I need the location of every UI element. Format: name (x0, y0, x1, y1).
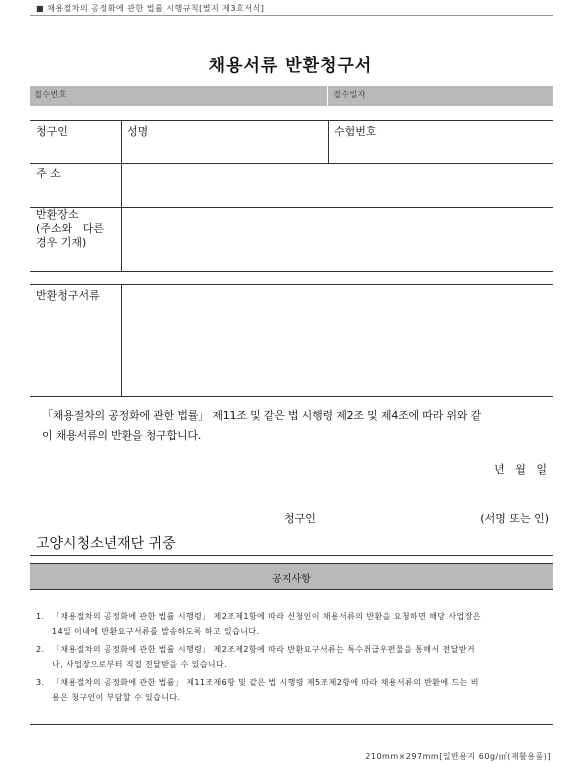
receipt-divider (327, 86, 328, 106)
name-field[interactable] (122, 136, 327, 162)
signer-label: 청구인 (284, 512, 316, 525)
docs-label: 반환청구서류 (36, 289, 100, 302)
notice-item-number: 2. (36, 645, 45, 654)
notice-item-line1: 「채용절차의 공정화에 관한 법률 시행령」 제2조제2항에 따라 반환요구서류는 특수취급우편물을 통해서 전달받거 (52, 645, 475, 654)
docs-bottom-line (30, 396, 553, 397)
notice-item-line2: 나, 사업장으로부터 직접 전달받을 수 있습니다. (52, 660, 228, 669)
name-label: 성명 (127, 125, 149, 138)
return-place-label-line3: 경우 기재) (36, 236, 87, 249)
notice-item-line2: 용은 청구인이 부담할 수 있습니다. (52, 693, 181, 702)
address-label: 주 소 (36, 167, 61, 180)
notice-item-number: 3. (36, 678, 45, 687)
notice-item (36, 609, 552, 639)
receipt-date-label: 접수일자 (333, 90, 366, 99)
notice-title: 공지사항 (272, 574, 311, 585)
notice-item-line1: 「채용절차의 공정화에 관한 법률」 제11조제6항 및 같은 법 시행령 제5조제2항에 따라 채용서류의 반환에 드는 비 (52, 678, 479, 687)
exam-number-field[interactable] (329, 136, 553, 162)
notice-item-number: 1. (36, 612, 45, 621)
receipt-bar (30, 86, 553, 106)
applicant-top-line (30, 120, 553, 121)
notice-list (36, 609, 552, 705)
statement (42, 406, 552, 446)
docs-field[interactable] (122, 285, 553, 395)
receipt-number-label: 접수번호 (34, 90, 67, 99)
statement-line2: 이 채용서류의 반환을 청구합니다. (42, 429, 202, 442)
address-field[interactable] (122, 164, 553, 206)
exam-number-label: 수험번호 (334, 125, 377, 138)
signature-field[interactable]: (서명 또는 인) (480, 512, 549, 525)
notice-item (36, 675, 552, 705)
form-note: ■ 채용절차의 공정화에 관한 법률 시행규칙[별지 제3호서식] (36, 4, 265, 13)
statement-line1: 「채용절차의 공정화에 관한 법률」 제11조 및 같은 법 시행령 제2조 및 제4조에 따라 위와 같 (42, 409, 482, 422)
notice-item (36, 642, 552, 672)
paper-spec: 210mm×297mm[일반용지 60g/㎡(재활용품)] (365, 752, 551, 761)
return-place-bottom-line (30, 271, 553, 272)
applicant-label: 청구인 (36, 125, 68, 138)
return-place-label-line2: (주소와 다른 (36, 222, 104, 235)
return-place-label (36, 208, 104, 250)
notice-bottom-line (30, 724, 553, 725)
notice-item-line1: 「채용절차의 공정화에 관한 법률 시행령」 제2조제1항에 따라 신청인이 채용서류의 반환을 요청하면 해당 사업장은 (52, 612, 481, 621)
recipient-line (30, 555, 553, 556)
return-place-label-line1: 반환장소 (36, 208, 79, 221)
notice-item-line2: 14일 이내에 반환요구서류를 발송하도록 하고 있습니다. (52, 627, 260, 636)
return-place-field[interactable] (122, 208, 553, 270)
date-line: 년 월 일 (494, 463, 547, 476)
header-divider (30, 15, 553, 16)
form-title: 채용서류 반환청구서 (208, 56, 373, 76)
recipient: 고양시청소년재단 귀중 (36, 536, 176, 552)
